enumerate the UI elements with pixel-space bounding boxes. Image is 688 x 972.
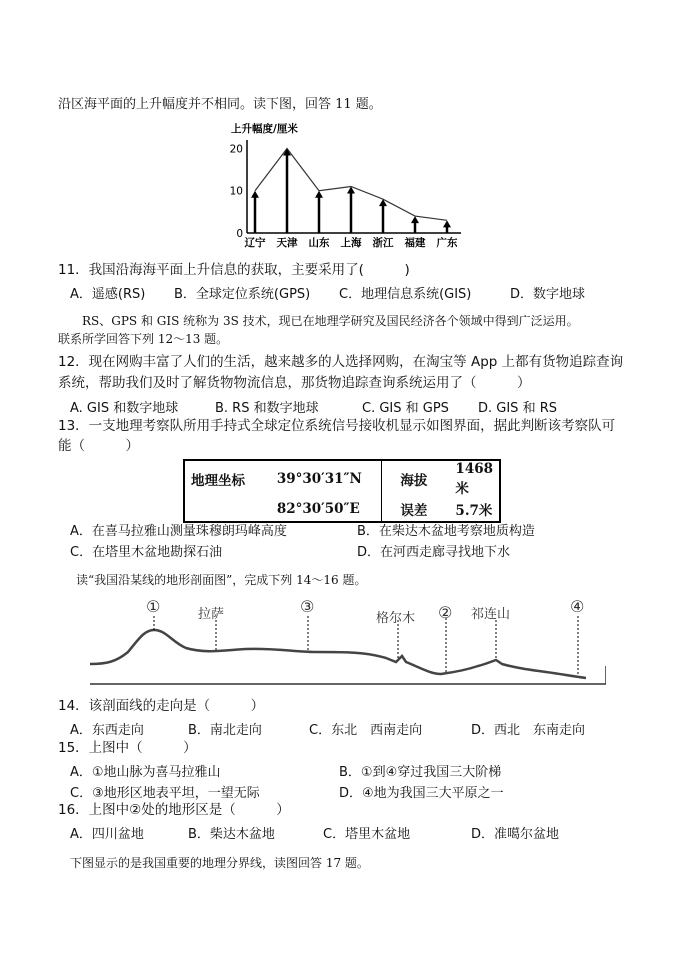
q12-option-c[interactable]: C. GIS 和 GPS [362,401,449,416]
profile-label-2: ② [438,603,453,622]
q13-stem-2: 能（ ） [58,438,139,454]
gps-alt-label: 海拔 [400,473,428,489]
q11-option-d[interactable]: D．数字地球 [510,287,586,302]
y-tick-label: 20 [229,143,243,156]
q16-option-b[interactable]: B．柴达木盆地 [188,827,275,842]
intro-q14: 读“我国沿某线的地形剖面图”，完成下列 14～16 题。 [76,573,367,587]
profile-label-4: ④ [570,597,585,616]
x-tick-label: 山东 [308,237,330,249]
gps-alt-value: 1468米 [455,461,493,497]
sea-level-chart [225,120,465,250]
q13-option-d[interactable]: D．在河西走廊寻找地下水 [357,545,511,560]
y-tick-label: 0 [236,228,243,240]
profile-label-lhasa: 拉萨 [198,607,225,622]
q12-option-a[interactable]: A. GIS 和数字地球 [70,401,179,416]
gps-longitude: 82°30′50″E [271,497,382,522]
profile-line [90,630,586,678]
q15-stem: 15．上图中（ ） [58,740,197,756]
q16-stem: 16．上图中②处的地形区是（ ） [58,802,290,818]
q11-option-b[interactable]: B．全球定位系统(GPS) [174,287,311,302]
q13-option-c[interactable]: C．在塔里木盆地勘探石油 [70,545,223,560]
profile-label-golmud: 格尔木 [376,611,416,626]
x-tick-label: 福建 [404,237,426,249]
q11-option-c[interactable]: C．地理信息系统(GIS) [339,287,472,302]
q15-option-b[interactable]: B．①到④穿过我国三大阶梯 [339,765,502,780]
gps-coord-label: 地理坐标 [191,473,245,489]
note-3s: RS、GPS 和 GIS 统称为 3S 技术，现已在地理学研究及国民经济各个领域中得到广泛运用。 [82,314,579,328]
gps-display [183,459,501,523]
x-tick-label: 上海 [340,237,362,249]
q11-stem: 11．我国沿海海平面上升信息的获取，主要采用了( ) [58,262,410,278]
profile-label-3: ③ [300,597,315,616]
q14-stem: 14．该剖面线的走向是（ ） [58,698,265,714]
q12-stem-2: 系统，帮助我们及时了解货物物流信息，那货物追踪查询系统运用了（ ） [58,375,531,391]
q12-stem: 12．现在网购丰富了人们的生活，越来越多的人选择网购，在淘宝等 App 上都有货物追踪查询 [58,354,624,370]
gps-latitude: 39°30′31″N [271,460,382,497]
x-tick-label: 天津 [276,237,298,249]
terrain-profile [86,594,606,690]
q15-option-c[interactable]: C．③地形区地表平坦，一望无际 [70,786,260,801]
note-3s-2: 联系所学回答下列 12～13 题。 [58,332,229,346]
q12-option-b[interactable]: B. RS 和数字地球 [215,401,319,416]
profile-label-1: ① [146,597,161,616]
x-tick-label: 浙江 [372,237,394,249]
chart-ylabel: 上升幅度/厘米 [231,123,298,135]
rise-arrow-head [411,216,419,223]
q16-option-c[interactable]: C．塔里木盆地 [323,827,411,842]
rise-arrow-head [315,191,323,198]
q14-option-d[interactable]: D．西北 东南走向 [471,723,586,738]
q13-option-b[interactable]: B．在柴达木盆地考察地质构造 [357,524,535,539]
q13-stem: 13．一支地理考察队所用手持式全球定位系统信号接收机显示如图界面，据此判断该考察队可 [58,418,616,434]
q16-option-d[interactable]: D．准噶尔盆地 [471,827,560,842]
q11-option-a[interactable]: A．遥感(RS) [70,287,146,302]
x-tick-label: 辽宁 [244,237,266,249]
intro-q11: 沿区海平面的上升幅度并不相同。读下图，回答 11 题。 [58,97,382,112]
q14-option-b[interactable]: B．南北走向 [188,723,262,738]
intro-q17: 下图显示的是我国重要的地理分界线，读图回答 17 题。 [70,856,369,870]
rise-arrow-head [251,191,259,198]
rise-arrow-head [443,220,451,227]
profile-label-qilian: 祁连山 [471,607,511,622]
q15-option-a[interactable]: A．①地山脉为喜马拉雅山 [70,765,221,780]
q16-option-a[interactable]: A．四川盆地 [70,827,144,842]
y-tick-label: 10 [229,185,243,198]
q13-option-a[interactable]: A．在喜马拉雅山测量珠穆朗玛峰高度 [70,524,287,539]
gps-err-label: 误差 [400,503,428,519]
q12-option-d[interactable]: D. GIS 和 RS [478,401,557,416]
x-tick-label: 广东 [436,237,458,249]
q14-option-c[interactable]: C．东北 西南走向 [309,723,423,738]
q15-option-d[interactable]: D．④地为我国三大平原之一 [339,786,504,801]
q14-option-a[interactable]: A．东西走向 [70,723,144,738]
gps-err-value: 5.7米 [455,503,493,519]
